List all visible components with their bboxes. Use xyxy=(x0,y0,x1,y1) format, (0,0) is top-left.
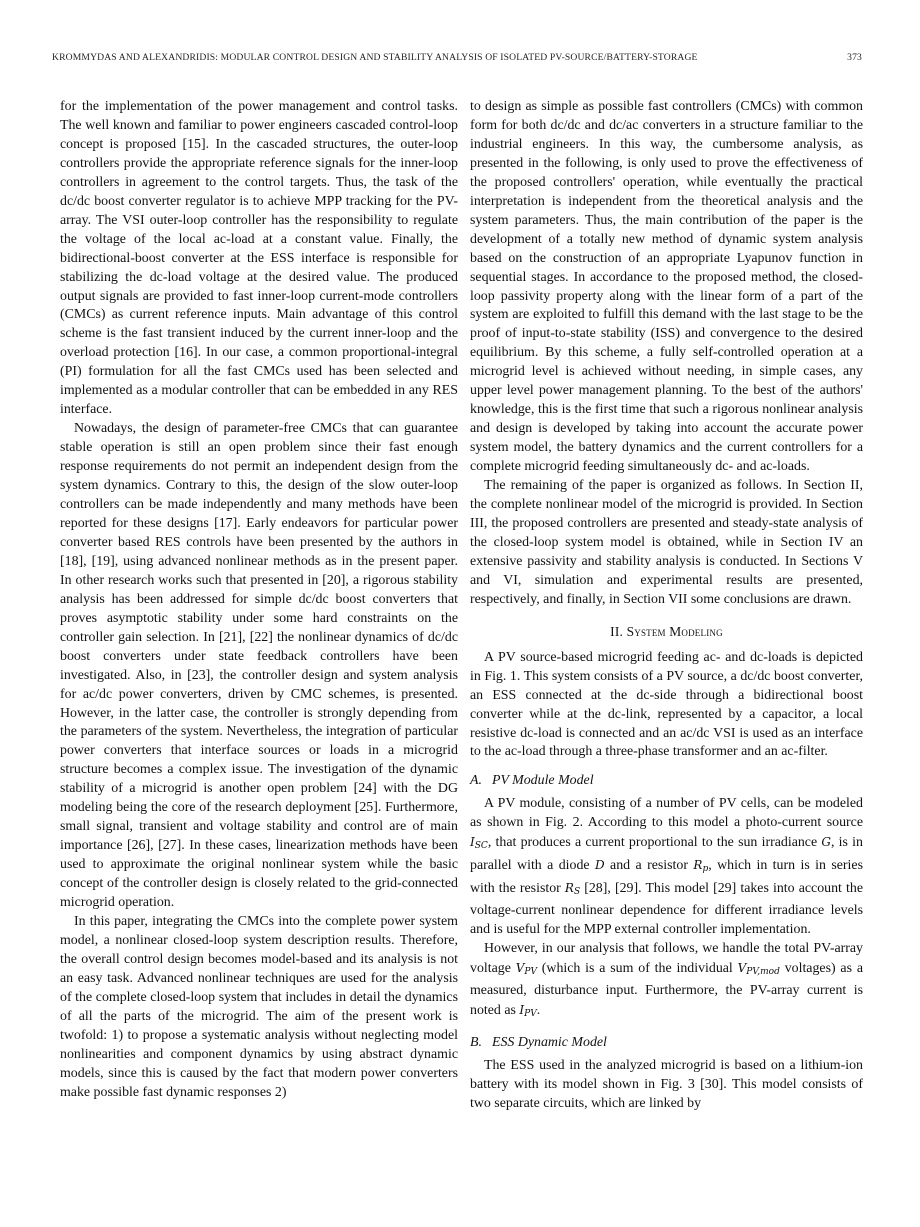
subsection-heading xyxy=(470,772,863,791)
section-title: System Modeling xyxy=(626,623,723,639)
math-symbol: $R_S$ xyxy=(564,881,581,898)
page-number: 373 xyxy=(847,52,862,63)
text-run: (which is a sum of the individual xyxy=(536,960,738,976)
subsection-title: PV Module Model xyxy=(491,773,594,789)
math-symbol: $V_{PV}$ xyxy=(515,960,537,977)
text-run: . xyxy=(536,1002,541,1018)
paragraph: The ESS used in the analyzed microgrid is based on a lithium-ion battery with its model shown in Fig. 3 [30]. This model consists of two separate circuits, which are linked by xyxy=(470,1057,863,1111)
text-run: and a resistor xyxy=(604,858,694,874)
math-symbol: G xyxy=(821,835,831,850)
subsection-label: B. xyxy=(470,1034,482,1050)
math-symbol: $V_{PV,mod}$ xyxy=(737,960,780,977)
text-run: [28], [29]. This model [29] takes into account the voltage-current nonlinear dependence for different irradiance levels and is useful for the MPP external controller implementation. xyxy=(470,881,863,938)
paragraph: Nowadays, the design of parameter-free CMCs that can guarantee stable operation is still an open problem since their fast enough response requirements do not permit an independent design from the system dynamics. Contrary to this, the design of the slow outer-loop controllers can be made independently and many methods have been reported for these designs [17]. Early endeavors for particular power converter based RES controls have been presented by the authors in [18], [19], using advanced nonlinear methods as in the present paper. In other research works such that presented in [20], a rigorous stability analysis has been addressed for simple dc/dc boost converters that proves asymptotic stability under some hard constraints on the controller gain selection. In [21], [22] the nonlinear dynamics of dc/dc boost converters under state feedback controllers have been investigated. Also, in [23], the controller design and system analysis for ac/dc power converters, driven by CMC schemes, is presented. However, in the latter case, the controller is strongly depending from the parameters of the system. Nevertheless, the integration of particular power converters that interface sources or loads in a microgrid structure becomes a complex issue. The investigation of the dynamic stability of a microgrid is another open problem [24] with the DG modeling being the core of the research deployment [25]. Furthermore, small signal, transient and voltage stability and control are of main importance [26], [27]. In these cases, linearization methods have been used to approximate the original nonlinear system while the basic concept of the controller design is closely related to the grid-connected microgrid operation. xyxy=(60,421,458,911)
running-header xyxy=(52,52,862,66)
right-column xyxy=(470,98,863,1114)
running-title: KROMMYDAS AND ALEXANDRIDIS: MODULAR CONTROL DESIGN AND STABILITY ANALYSIS OF ISOLATED PV-SOURCE/BATTERY-STORAGE xyxy=(52,52,698,63)
paragraph: In this paper, integrating the CMCs into the complete power system model, a nonlinear closed-loop system description results. Therefore, the overall control design becomes model-based and its analysis is not an easy task. Advanced nonlinear techniques are used for the analysis of the complete closed-loop system that includes in detail the dynamics of all the parts of the microgrid. The aim of the present work is twofold: 1) to propose a systematic analysis without neglecting model nonlinearities and component dynamics by using abstract dynamic models, since this is caused by the fact that modern power converters make possible fast dynamic responses 2) xyxy=(60,913,458,1100)
subsection-heading xyxy=(470,1034,863,1053)
text-run: , is in parallel with a diode xyxy=(470,835,863,874)
paragraph: to design as simple as possible fast controllers (CMCs) with common form for both dc/dc and dc/ac converters in a structure familiar to the industrial engineers. In this way, the cumbersome analysis, as presented in the following, is only used to prove the effectiveness of the proposed controllers' operation, while eventually the practical interpretation is independent from the theoretical analysis and the system parameters. Thus, the main contribution of the paper is the development of a totally new method of dynamic system analysis based on the construction of an appropriate Lyapunov function in sequential stages. In accordance to the proposed method, the closed-loop passivity property along with the linear form of a part of the system are exploited to fulfill this demand with the last stage to be the proof of input-to-state stability (ISS) and convergence to the desired equilibrium. By this scheme, a fully self-controlled operation at a microgrid level is achieved without needing, in simple cases, any upper level power management planning. To the best of the authors' knowledge, this is the first time that such a rigorous nonlinear analysis and design is developed by taking into account the accurate power system model, the battery dynamics and the current controllers for a complete microgrid feeding simultaneously dc- and ac-loads. xyxy=(470,99,863,475)
subsection-label: A. xyxy=(470,773,482,789)
text-run: , which in turn is in series with the resistor xyxy=(470,858,863,897)
paragraph xyxy=(470,795,863,940)
left-column xyxy=(60,98,458,1103)
paragraph: The remaining of the paper is organized as follows. In Section II, the complete nonlinear model of the microgrid is provided. In Section III, the proposed controllers are presented and steady-state analysis of the closed-loop system model is obtained, while in Section IV an extensive passivity and stability analysis is conducted. In Sections V and VI, simulation and experimental results are presented, respectively, and finally, in Section VII some conclusions are drawn. xyxy=(470,478,863,607)
math-symbol: $I_{SC}$ xyxy=(470,835,488,852)
subsection-title: ESS Dynamic Model xyxy=(491,1034,607,1050)
math-symbol: D xyxy=(595,858,605,873)
section-heading xyxy=(470,623,863,642)
math-symbol: $R_p$ xyxy=(693,858,709,875)
text-run: However, in our analysis that follows, we handle the total PV-array voltage xyxy=(470,941,863,976)
text-run: , that produces a current proportional to the sun irradiance xyxy=(487,835,822,851)
math-symbol: $I_{PV}$ xyxy=(519,1002,537,1019)
text-run: A PV module, consisting of a number of PV cells, can be modeled as shown in Fig. 2. According to this model a photo-current source xyxy=(470,796,863,831)
paragraph: A PV source-based microgrid feeding ac- and dc-loads is depicted in Fig. 1. This system consists of a PV source, a dc/dc boost converter, an ESS connected at the dc-side through a bidirectional boost converter while at the dc-link, represented by a capacitor, a local resistive dc-load is connected and an ac/dc VSI is used as an interface to the ac-load through a three-phase transformer and an ac-filter. xyxy=(470,649,863,760)
text-run: voltages) as a measured, disturbance input. Furthermore, the PV-array current is noted as xyxy=(470,960,864,1018)
section-number: II. xyxy=(610,623,624,639)
paragraph: for the implementation of the power management and control tasks. The well known and familiar to power engineers cascaded control-loop concept is proposed [15]. In the cascaded structures, the outer-loop controllers provide the appropriate reference signals for the inner-loop controllers in agreement to the control targets. Thus, the task of the dc/dc boost converter regulator is to achieve MPP tracking for the PV-array. The VSI outer-loop controller has the responsibility to regulate the voltage of the local ac-load at a constant value. Finally, the bidirectional-boost converter at the ESS interface is responsible for stabilizing the dc-load voltage at the desired value. The produced output signals are provided to fast inner-loop current-mode controllers (CMCs) as current reference inputs. Main advantage of this control scheme is the fast transient induced by the current inner-loop and the overload protection [16]. In our case, a common proportional-integral (PI) formulation for all the fast CMCs used has been selected and implemented as a modular controller that can be embedded in any RES interface. xyxy=(60,99,458,418)
paragraph xyxy=(470,940,863,1024)
